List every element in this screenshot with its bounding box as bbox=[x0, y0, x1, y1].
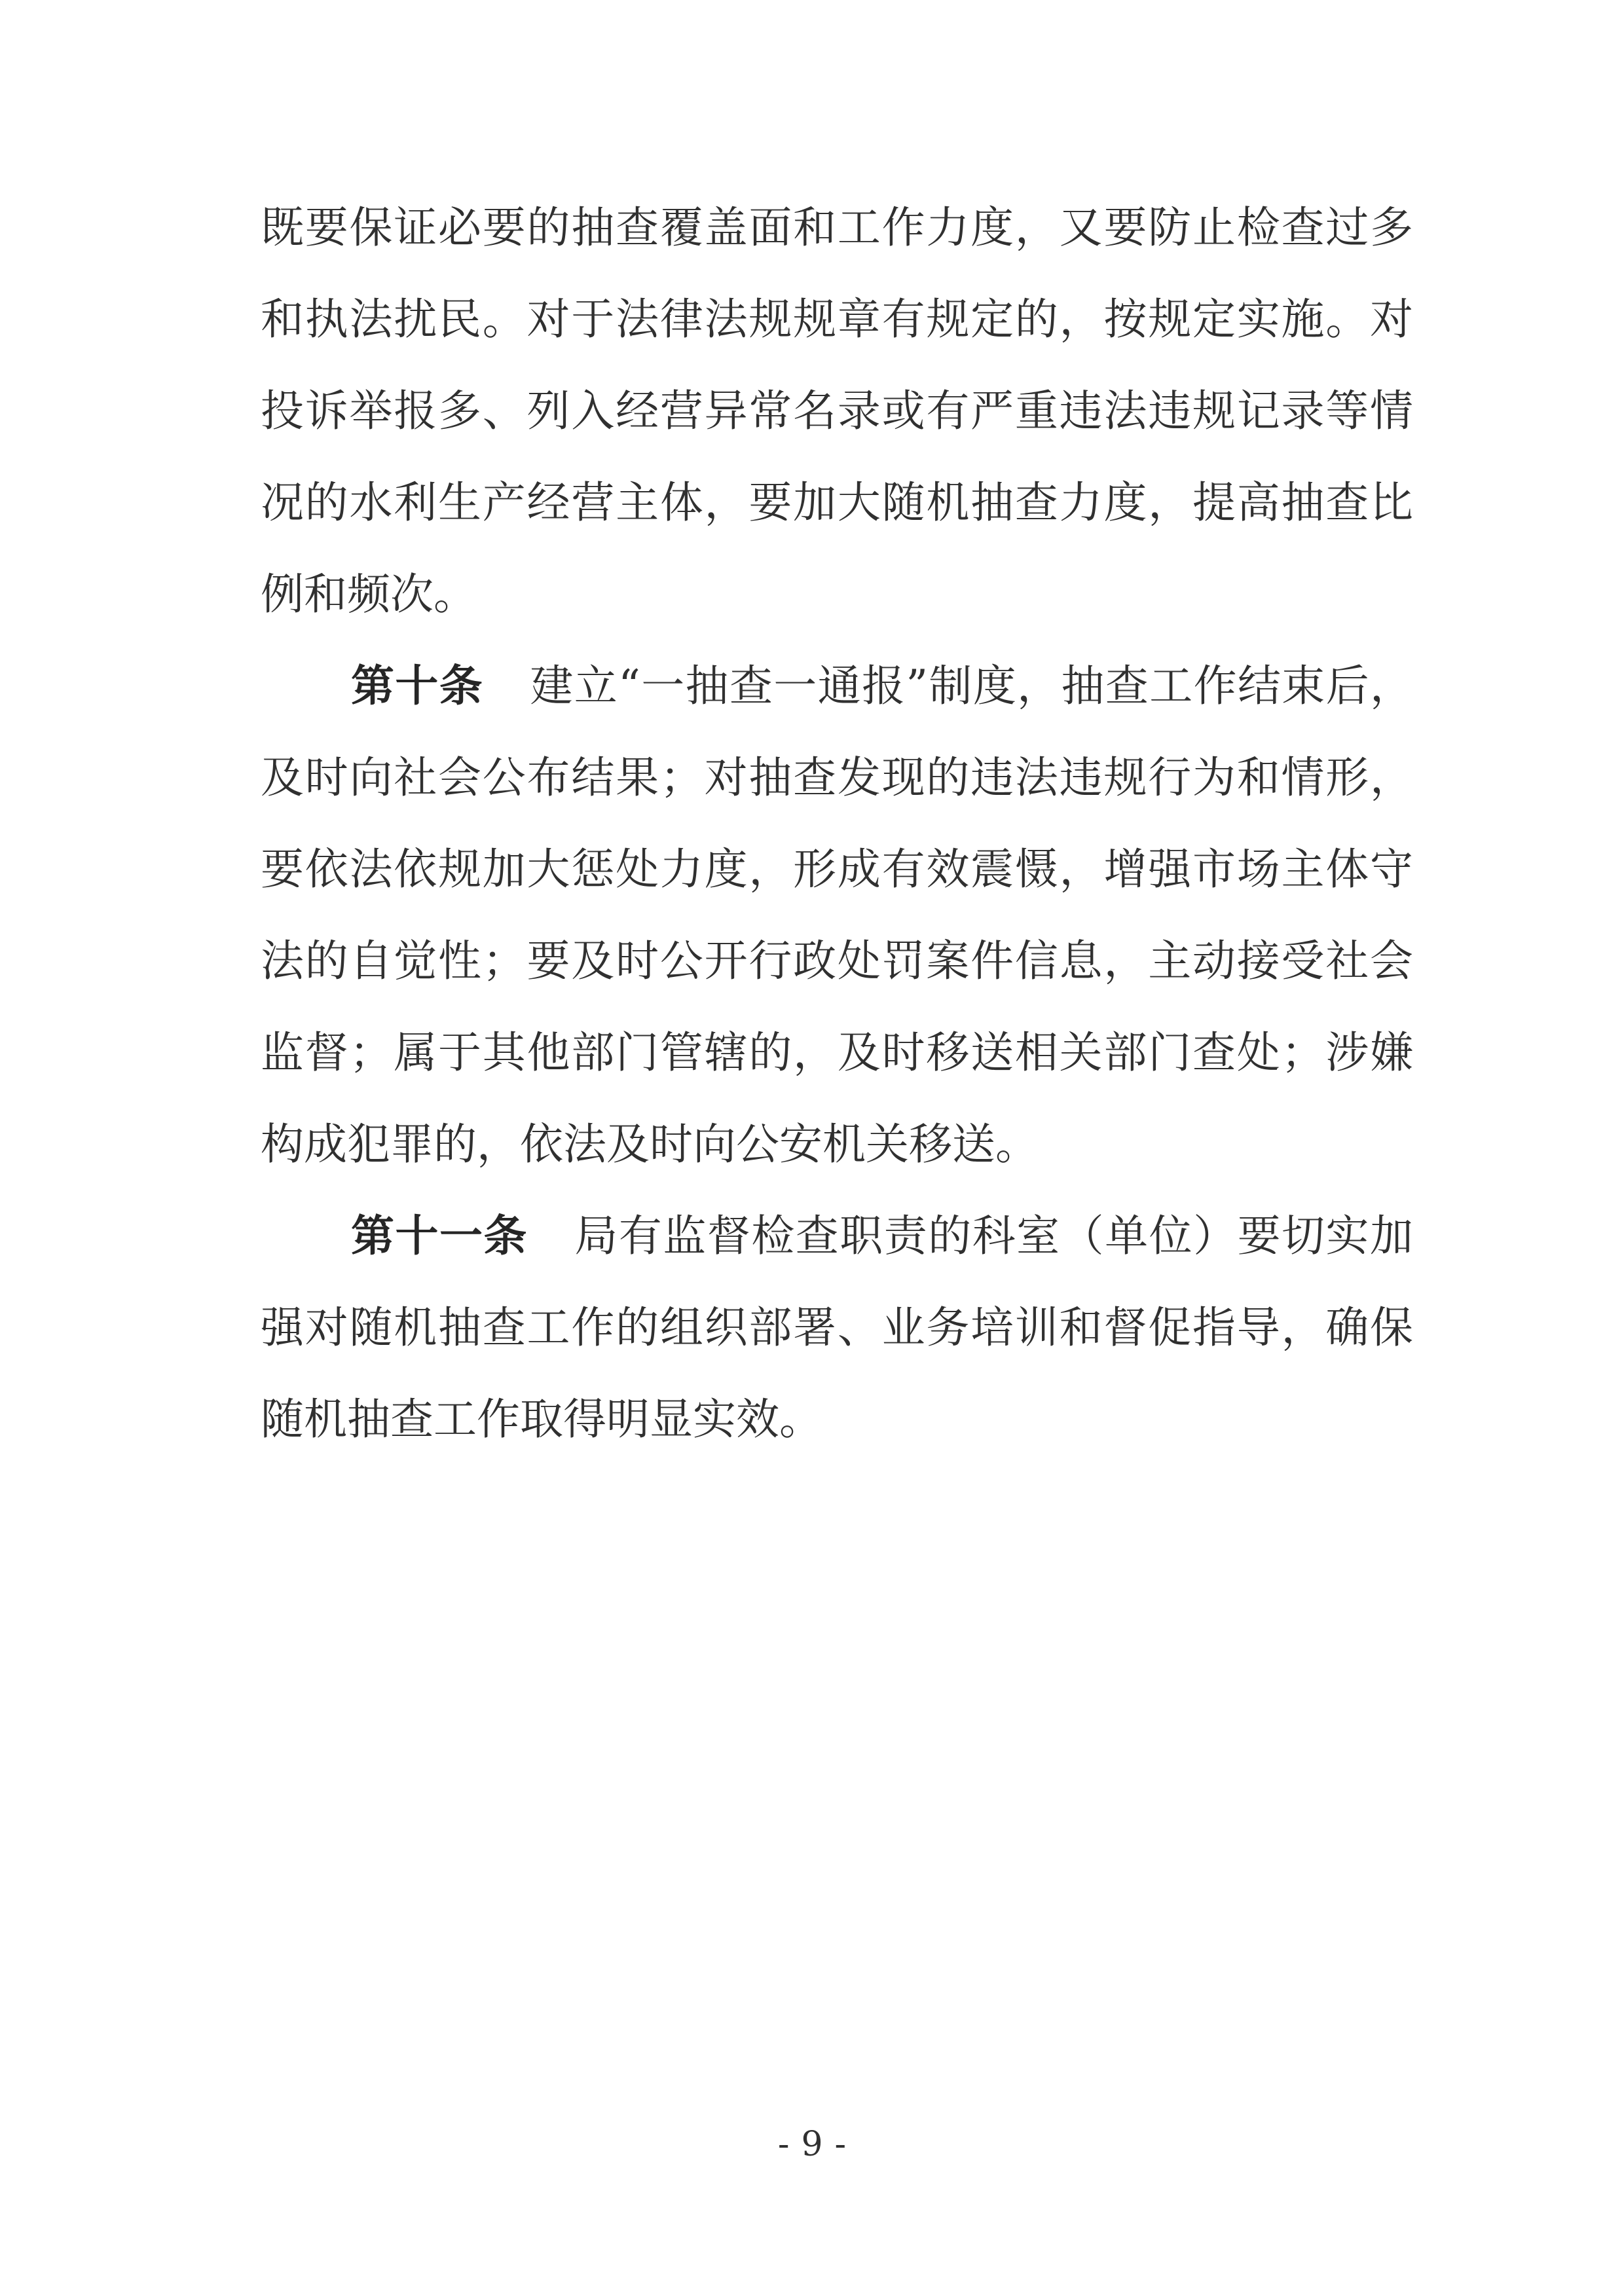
body-line: 监督；属于其他部门管辖的，及时移送相关部门查处；涉嫌 bbox=[261, 1027, 1413, 1078]
page-number-value: 9 bbox=[801, 2125, 823, 2164]
body-line: 既要保证必要的抽查覆盖面和工作力度，又要防止检查过多 bbox=[261, 202, 1413, 253]
body-line: 要依法依规加大惩处力度，形成有效震慑，增强市场主体守 bbox=[261, 844, 1413, 894]
body-line: 和执法扰民。对于法律法规规章有规定的，按规定实施。对 bbox=[261, 294, 1413, 344]
article-10-first-line bbox=[351, 653, 1413, 719]
article-10-text: 建立“一抽查一通报”制度，抽查工作结束后， bbox=[529, 661, 1414, 711]
body-line: 及时向社会公布结果；对抽查发现的违法违规行为和情形， bbox=[261, 752, 1413, 803]
body-line: 随机抽查工作取得明显实效。 bbox=[261, 1394, 822, 1444]
article-11-text: 局有监督检查职责的科室（单位）要切实加 bbox=[573, 1211, 1414, 1261]
body-line: 法的自觉性；要及时公开行政处罚案件信息，主动接受社会 bbox=[261, 936, 1413, 986]
body-line: 况的水利生产经营主体，要加大随机抽查力度，提高抽查比 bbox=[261, 477, 1413, 528]
body-line: 投诉举报多、列入经营异常名录或有严重违法违规记录等情 bbox=[261, 386, 1413, 436]
body-line: 例和频次。 bbox=[261, 569, 477, 619]
page-number-dash-right: - bbox=[834, 2125, 847, 2164]
article-11-heading: 第十一条 bbox=[351, 1211, 528, 1261]
article-11-first-line bbox=[351, 1203, 1413, 1269]
page-number-dash-left: - bbox=[777, 2125, 790, 2164]
article-10-heading: 第十条 bbox=[351, 661, 484, 711]
page-number bbox=[747, 2121, 877, 2167]
body-line: 构成犯罪的，依法及时向公安机关移送。 bbox=[261, 1119, 1039, 1169]
body-line: 强对随机抽查工作的组织部署、业务培训和督促指导，确保 bbox=[261, 1302, 1413, 1353]
